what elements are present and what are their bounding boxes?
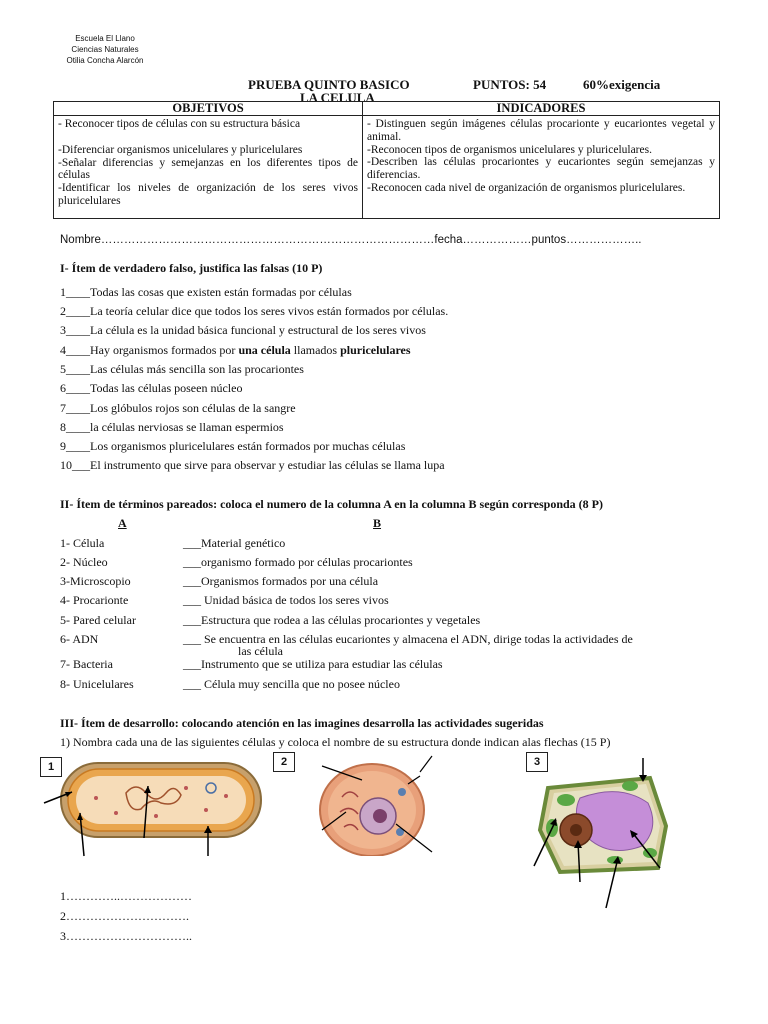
- tf-item: [60, 304, 448, 319]
- column-b-header: B: [373, 516, 382, 530]
- objective-item: -Señalar diferencias y semejanzas en los diferentes tipos de células: [58, 156, 358, 182]
- points-field[interactable]: ………………..: [566, 234, 642, 246]
- column-b-item[interactable]: ___ Célula muy sencilla que no posee núcleo: [183, 677, 400, 691]
- objective-item: - Reconocer tipos de células con su estructura básica: [58, 118, 301, 130]
- column-b-item[interactable]: ___Estructura que rodea a las células procariontes y vegetales: [183, 613, 481, 627]
- tf-bold: una célula: [238, 343, 291, 357]
- tf-item: [60, 381, 242, 396]
- column-a-item: 4- Procarionte: [60, 593, 129, 607]
- column-a-header: A: [118, 516, 127, 530]
- tf-item: [60, 323, 426, 338]
- tf-blank[interactable]: 7____: [60, 401, 90, 415]
- column-a-item: 8- Unicelulares: [60, 677, 134, 691]
- tf-text: Los glóbulos rojos son células de la sangre: [90, 401, 296, 415]
- tf-blank[interactable]: 4____: [60, 343, 90, 357]
- subject-name: Ciencias Naturales: [71, 45, 139, 54]
- test-requirement: 60%exigencia: [583, 77, 661, 92]
- tf-item: [60, 458, 445, 473]
- school-name: Escuela El Llano: [75, 34, 135, 43]
- column-a-item: 2- Núcleo: [60, 555, 108, 569]
- column-a-item: 6- ADN: [60, 632, 99, 646]
- indicator-item: -Describen las células procariontes y eucariontes según semejanzas y diferencias.: [367, 156, 715, 182]
- tf-blank[interactable]: 10___: [60, 458, 90, 472]
- indicator-item: -Reconocen tipos de organismos unicelulares y pluricelulares.: [367, 143, 652, 156]
- tf-blank[interactable]: 5____: [60, 362, 90, 376]
- plant-cell-image: [530, 758, 680, 910]
- column-a-item: 7- Bacteria: [60, 657, 113, 671]
- objectives-header: OBJETIVOS: [54, 102, 363, 116]
- test-points: PUNTOS: 54: [473, 77, 547, 92]
- objectives-table: [53, 101, 720, 219]
- teacher-name: Otilia Concha Alarcón: [66, 56, 144, 65]
- animal-cell-image: [312, 752, 442, 856]
- tf-item: [60, 420, 284, 435]
- answer-line-3[interactable]: 3…………………………..: [60, 929, 192, 943]
- section3-title: III- Ítem de desarrollo: colocando atención en las imagines desarrolla las actividades sugeridas: [60, 716, 544, 730]
- column-b-item[interactable]: ___Organismos formados por una célula: [183, 574, 379, 588]
- tf-bold: pluricelulares: [340, 343, 411, 357]
- points-label: puntos: [531, 234, 567, 246]
- section1-title: I- Ítem de verdadero falso, justifica las falsas (10 P): [60, 261, 323, 275]
- tf-blank[interactable]: 8____: [60, 420, 90, 434]
- column-b-continuation: las célula: [238, 644, 283, 658]
- date-field[interactable]: ………………: [462, 234, 532, 246]
- section3-instruction: 1) Nombra cada una de las siguientes células y coloca el nombre de su estructura donde indican alas flechas (15 P): [60, 735, 611, 749]
- objective-item: -Diferenciar organismos unicelulares y pluricelulares: [58, 143, 303, 156]
- indicators-header: INDICADORES: [363, 102, 720, 116]
- column-b-item[interactable]: ___organismo formado por células procariontes: [183, 555, 413, 569]
- test-topic: LA CELULA: [300, 90, 375, 105]
- cell-label-3: 3: [526, 752, 548, 772]
- tf-text: Los organismos pluricelulares están formados por muchas células: [90, 439, 406, 453]
- column-b-item[interactable]: ___Instrumento que se utiliza para estudiar las células: [183, 657, 443, 671]
- tf-blank[interactable]: 2____: [60, 304, 90, 318]
- tf-blank[interactable]: 6____: [60, 381, 90, 395]
- tf-text: Las células más sencilla son las procariontes: [90, 362, 304, 376]
- tf-text: Todas las células poseen núcleo: [90, 381, 243, 395]
- tf-item: [60, 285, 352, 300]
- name-line: [60, 234, 641, 246]
- section2-title: II- Ítem de términos pareados: coloca el numero de la columna A en la columna B según corresponda (8 P): [60, 497, 603, 511]
- column-a-item: 3-Microscopio: [60, 574, 131, 588]
- objectives-cell: [54, 116, 363, 219]
- tf-text: Hay organismos formados por: [90, 343, 239, 357]
- indicators-cell: [363, 116, 720, 219]
- tf-blank[interactable]: 1____: [60, 285, 90, 299]
- column-b-item[interactable]: ___ Se encuentra en las células eucariontes y almacena el ADN, dirige todas la actividades de: [183, 632, 633, 646]
- tf-text: la células nerviosas se llaman espermios: [90, 420, 284, 434]
- date-label: fecha: [434, 234, 463, 246]
- tf-text: El instrumento que sirve para observar y estudiar las células se llama lupa: [90, 458, 445, 472]
- test-title: PRUEBA QUINTO BASICO: [248, 77, 410, 92]
- cell-label-1: 1: [40, 757, 62, 777]
- tf-item: [60, 439, 405, 454]
- school-info: [60, 33, 150, 66]
- prokaryote-cell-image: [36, 758, 266, 858]
- answer-line-2[interactable]: 2………………………….: [60, 909, 189, 923]
- tf-item: [60, 343, 411, 358]
- indicator-item: - Distinguen según imágenes células procarionte y eucariontes vegetal y animal.: [367, 118, 715, 143]
- answer-line-1[interactable]: 1…………..………………: [60, 889, 192, 903]
- name-field[interactable]: ……………………………………………………………………………: [100, 234, 435, 246]
- tf-text: Todas las cosas que existen están formadas por células: [90, 285, 352, 299]
- tf-item: [60, 362, 304, 377]
- column-b-item[interactable]: ___ Unidad básica de todos los seres vivos: [183, 593, 389, 607]
- objective-item: -Identificar los niveles de organización de los seres vivos pluricelulares: [58, 182, 358, 207]
- tf-text: llamados: [290, 343, 341, 357]
- tf-blank[interactable]: 3____: [60, 323, 90, 337]
- tf-item: [60, 401, 296, 416]
- tf-text: La teoría celular dice que todos los seres vivos están formados por células.: [90, 304, 449, 318]
- indicator-item: -Reconocen cada nivel de organización de organismos pluricelulares.: [367, 181, 686, 194]
- column-a-item: 5- Pared celular: [60, 613, 136, 627]
- name-label: Nombre: [60, 234, 101, 246]
- cell-label-2: 2: [273, 752, 295, 772]
- tf-blank[interactable]: 9____: [60, 439, 90, 453]
- column-b-item[interactable]: ___Material genético: [183, 536, 286, 550]
- column-a-item: 1- Célula: [60, 536, 105, 550]
- tf-text: La célula es la unidad básica funcional y estructural de los seres vivos: [90, 323, 426, 337]
